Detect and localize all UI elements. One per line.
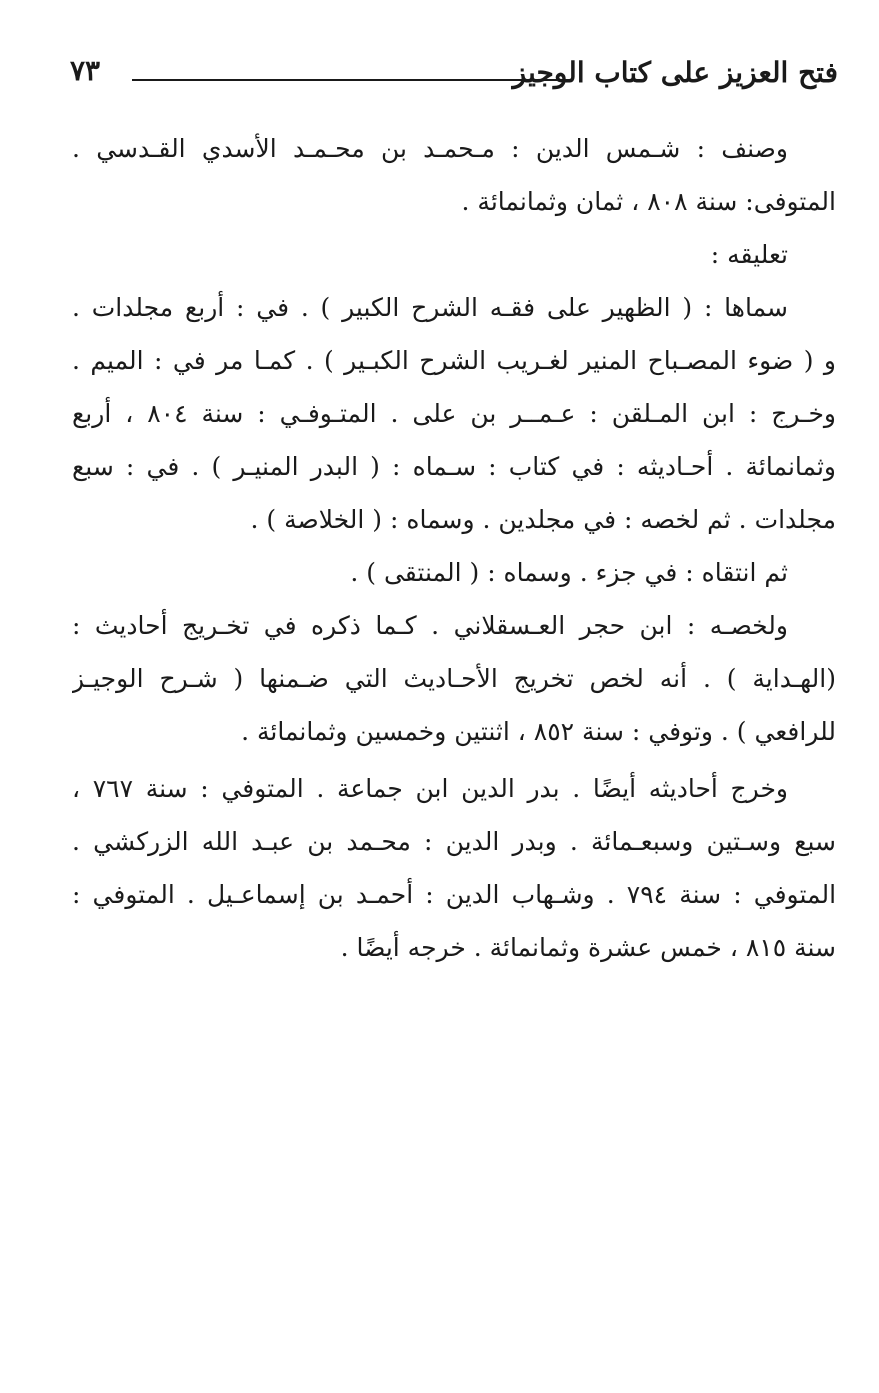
- running-header: [70, 52, 838, 100]
- text-line: المتوفي : سنة ٧٩٤ . وشـهاب الدين : أحمـد بن إسماعـيل . المتوفي :: [72, 880, 836, 909]
- text-line: تعليقه :: [710, 240, 788, 269]
- text-line: وخـرج : ابن المـلقن : عـمــر بن على . المتـوفـي : سنة ٨٠٤ ، أربع: [72, 399, 836, 428]
- running-title: فتح العزيز على كتاب الوجيز: [512, 56, 838, 89]
- text-line: سبع وسـتين وسبعـمائة . وبدر الدين : محـمد بن عبـد الله الزركشي .: [72, 827, 836, 856]
- text-line: المتوفى: سنة ٨٠٨ ، ثمان وثمانمائة .: [461, 187, 836, 216]
- text-line: (الهـداية ) . أنه لخص تخريج الأحـاديث التي ضـمنها ( شـرح الوجيـز: [72, 664, 836, 693]
- header-rule: [132, 79, 560, 81]
- page-number: ٧٣: [70, 54, 101, 87]
- body-text: [72, 122, 836, 974]
- text-line: وخرج أحاديثه أيضًا . بدر الدين ابن جماعة . المتوفي : سنة ٧٦٧ ،: [72, 774, 788, 803]
- text-line: سنة ٨١٥ ، خمس عشرة وثمانمائة . خرجه أيضًا .: [340, 933, 836, 962]
- text-line: ثم انتقاه : في جزء . وسماه : ( المنتقى ) .: [350, 558, 788, 587]
- text-line: ولخصـه : ابن حجر العـسقلاني . كـما ذكره في تخـريج أحاديث :: [72, 611, 788, 640]
- text-line: مجلدات . ثم لخصه : في مجلدين . وسماه : ( الخلاصة ) .: [250, 505, 836, 534]
- text-line: وثمانمائة . أحـاديثه : في كتاب : سـماه : ( البدر المنيـر ) . في : سبع: [72, 452, 836, 481]
- text-line: للرافعي ) . وتوفي : سنة ٨٥٢ ، اثنتين وخمسين وثمانمائة .: [241, 717, 836, 746]
- text-line: و ( ضوء المصـباح المنير لغـريب الشرح الكبـير ) . كمـا مر في : الميم .: [72, 346, 836, 375]
- text-line: سماها : ( الظهير على فقـه الشرح الكبير ) . في : أربع مجلدات .: [72, 293, 788, 322]
- text-line: وصنف : شـمس الدين : مـحمـد بن محـمـد الأسدي القـدسي .: [72, 134, 788, 163]
